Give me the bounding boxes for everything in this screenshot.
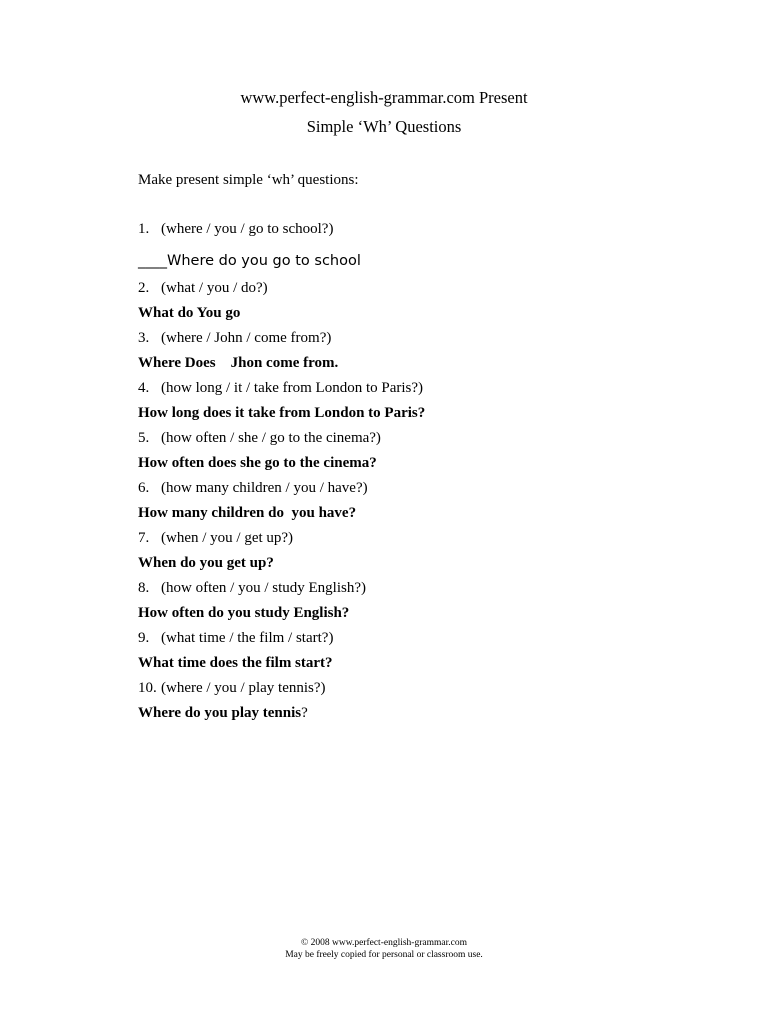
- footer-license-note: May be freely copied for personal or classroom use.: [285, 950, 483, 960]
- question-prompt: [138, 328, 698, 353]
- answer-text: How long does it take from London to Paris?: [138, 405, 426, 421]
- question-number: 3.: [138, 330, 150, 346]
- answer-text: What do You go: [138, 305, 241, 321]
- answer-text: What time does the film start?: [138, 655, 333, 671]
- question-prompt: [138, 478, 698, 503]
- prompt-text: (how many children / you / have?): [161, 480, 368, 496]
- answer-text: How often does she go to the cinema?: [138, 455, 377, 471]
- question-prompt: [138, 528, 698, 553]
- answer-text: When do you get up?: [138, 555, 274, 571]
- prompt-text: (when / you / get up?): [161, 530, 294, 546]
- question-prompt: [138, 428, 698, 453]
- prompt-text: (what time / the film / start?): [161, 630, 334, 646]
- prompt-text: (where / you / go to school?): [161, 221, 334, 237]
- answer-text: [138, 703, 698, 728]
- instruction-text: Make present simple ‘wh’ questions:: [138, 172, 359, 188]
- answer-text: Where Does Jhon come from.: [138, 355, 339, 371]
- answer-text: How many children do you have?: [138, 505, 357, 521]
- question-number: 9.: [138, 630, 150, 646]
- question-number: 10.: [138, 680, 157, 696]
- question-prompt: [138, 578, 698, 603]
- prompt-text: (how long / it / take from London to Paris?): [161, 380, 424, 396]
- answer-suffix: ?: [301, 705, 308, 721]
- question-number: 2.: [138, 280, 150, 296]
- question-list: [138, 219, 698, 728]
- question-prompt: [138, 219, 698, 244]
- prompt-text: (how often / you / study English?): [161, 580, 366, 596]
- question-number: 5.: [138, 430, 150, 446]
- page-title-line-1: www.perfect-english-grammar.com Present: [240, 88, 528, 107]
- prompt-text: (where / you / play tennis?): [161, 680, 326, 696]
- answer-text: How often do you study English?: [138, 605, 350, 621]
- question-number: 7.: [138, 530, 150, 546]
- answer-text: ____Where do you go to school: [138, 253, 361, 269]
- question-prompt: [138, 378, 698, 403]
- page-title-line-2: Simple ‘Wh’ Questions: [306, 117, 462, 136]
- footer-copyright: © 2008 www.perfect-english-grammar.com: [301, 938, 467, 948]
- question-prompt: [138, 278, 698, 303]
- question-number: 1.: [138, 221, 150, 237]
- question-prompt: [138, 628, 698, 653]
- answer-main: Where do you play tennis: [138, 705, 302, 721]
- prompt-text: (where / John / come from?): [161, 330, 332, 346]
- question-number: 8.: [138, 580, 150, 596]
- question-number: 4.: [138, 380, 150, 396]
- question-number: 6.: [138, 480, 150, 496]
- prompt-text: (what / you / do?): [161, 280, 268, 296]
- prompt-text: (how often / she / go to the cinema?): [161, 430, 381, 446]
- question-prompt: [138, 678, 698, 703]
